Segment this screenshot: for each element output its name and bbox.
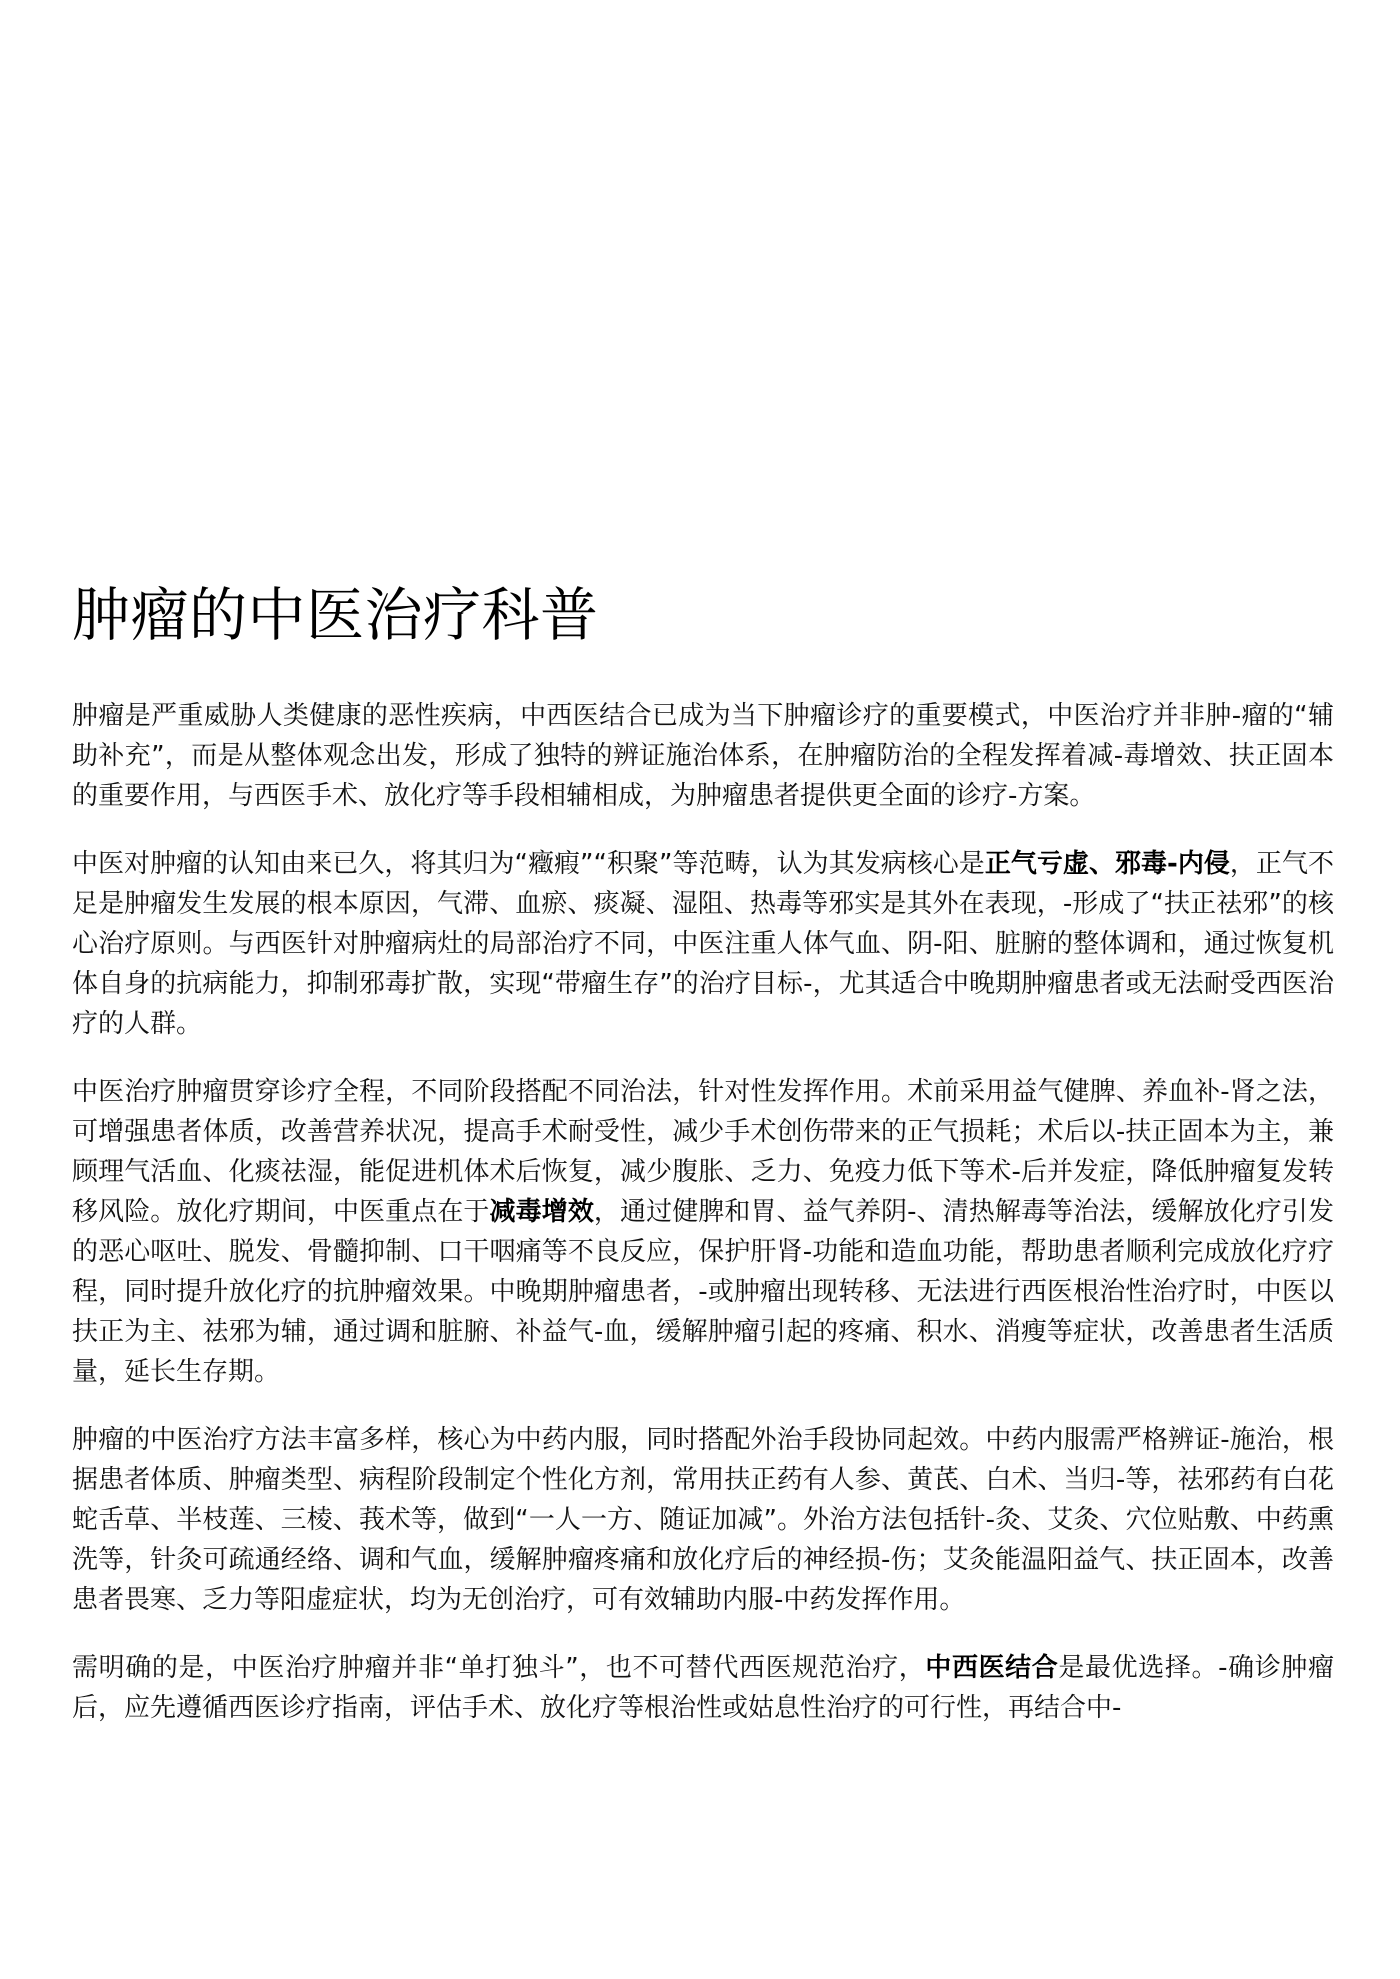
paragraph-cognition xyxy=(72,844,1334,1044)
paragraph-text: ，正气不足是肿瘤发生发展的根本原因，气滞、血瘀、痰凝、湿阻、热毒等邪实是其外在表现，-形成了“扶正祛邪”的核心治疗原则。与西医针对肿瘤病灶的局部治疗不同，中医注重人体气血、阴-阳、脏腑的整体调和，通过恢复机体自身的抗病能力，抑制邪毒扩散，实现“带瘤生存”的治疗目标-，尤其适合中晚期肿瘤患者或无法耐受西医治疗的人群。 xyxy=(72,849,1334,1039)
emphasis-text: 中西医结合 xyxy=(925,1653,1059,1683)
paragraph-text: 需明确的是，中医治疗肿瘤并非“单打独斗”，也不可替代西医规范治疗， xyxy=(72,1653,926,1683)
paragraph-methods xyxy=(72,1420,1334,1620)
paragraph-text: 中医对肿瘤的认知由来已久，将其归为“癥瘕”“积聚”等范畴，认为其发病核心是 xyxy=(72,849,985,879)
paragraph-integration xyxy=(72,1648,1334,1728)
emphasis-text: 正气亏虚、邪毒-内侵 xyxy=(984,849,1230,879)
paragraph-intro xyxy=(72,696,1334,816)
emphasis-text: 减毒增效 xyxy=(489,1197,594,1227)
document-page xyxy=(72,578,1334,1756)
paragraph-text: 肿瘤是严重威胁人类健康的恶性疾病，中西医结合已成为当下肿瘤诊疗的重要模式，中医治疗并非肿-瘤的“辅助补充”，而是从整体观念出发，形成了独特的辨证施治体系，在肿瘤防治的全程发挥着减-毒增效、扶正固本的重要作用，与西医手术、放化疗等手段相辅相成，为肿瘤患者提供更全面的诊疗-方案。 xyxy=(72,701,1334,811)
paragraph-text: 中医治疗肿瘤贯穿诊疗全程，不同阶段搭配不同治法，针对性发挥作用。术前采用益气健脾、养血补-肾之法，可增强患者体质，改善营养状况，提高手术耐受性，减少手术创伤带来的正气损耗；术后以-扶正固本为主，兼顾理气活血、化痰祛湿，能促进机体术后恢复，减少腹胀、乏力、免疫力低下等术-后并发症，降低肿瘤复发转移风险。放化疗期间，中医重点在于 xyxy=(72,1077,1334,1227)
page-title: 肿瘤的中医治疗科普 xyxy=(72,581,599,649)
paragraph-text: 是最优选择。-确诊肿瘤后，应先遵循西医诊疗指南，评估手术、放化疗等根治性或姑息性治疗的可行性，再结合中- xyxy=(72,1653,1334,1723)
paragraph-text: ，通过健脾和胃、益气养阴-、清热解毒等治法，缓解放化疗引发的恶心呕吐、脱发、骨髓抑制、口干咽痛等不良反应，保护肝肾-功能和造血功能，帮助患者顺利完成放化疗疗程，同时提升放化疗的抗肿瘤效果。中晚期肿瘤患者，-或肿瘤出现转移、无法进行西医根治性治疗时，中医以扶正为主、祛邪为辅，通过调和脏腑、补益气-血，缓解肿瘤引起的疼痛、积水、消瘦等症状，改善患者生活质量，延长生存期。 xyxy=(72,1197,1334,1387)
paragraph-text: 肿瘤的中医治疗方法丰富多样，核心为中药内服，同时搭配外治手段协同起效。中药内服需严格辨证-施治，根据患者体质、肿瘤类型、病程阶段制定个性化方剂，常用扶正药有人参、黄芪、白术、当归-等，祛邪药有白花蛇舌草、半枝莲、三棱、莪术等，做到“一人一方、随证加减”。外治方法包括针-灸、艾灸、穴位贴敷、中药熏洗等，针灸可疏通经络、调和气血，缓解肿瘤疼痛和放化疗后的神经损-伤；艾灸能温阳益气、扶正固本，改善患者畏寒、乏力等阳虚症状，均为无创治疗，可有效辅助内服-中药发挥作用。 xyxy=(72,1425,1334,1615)
paragraph-stages xyxy=(72,1072,1334,1392)
